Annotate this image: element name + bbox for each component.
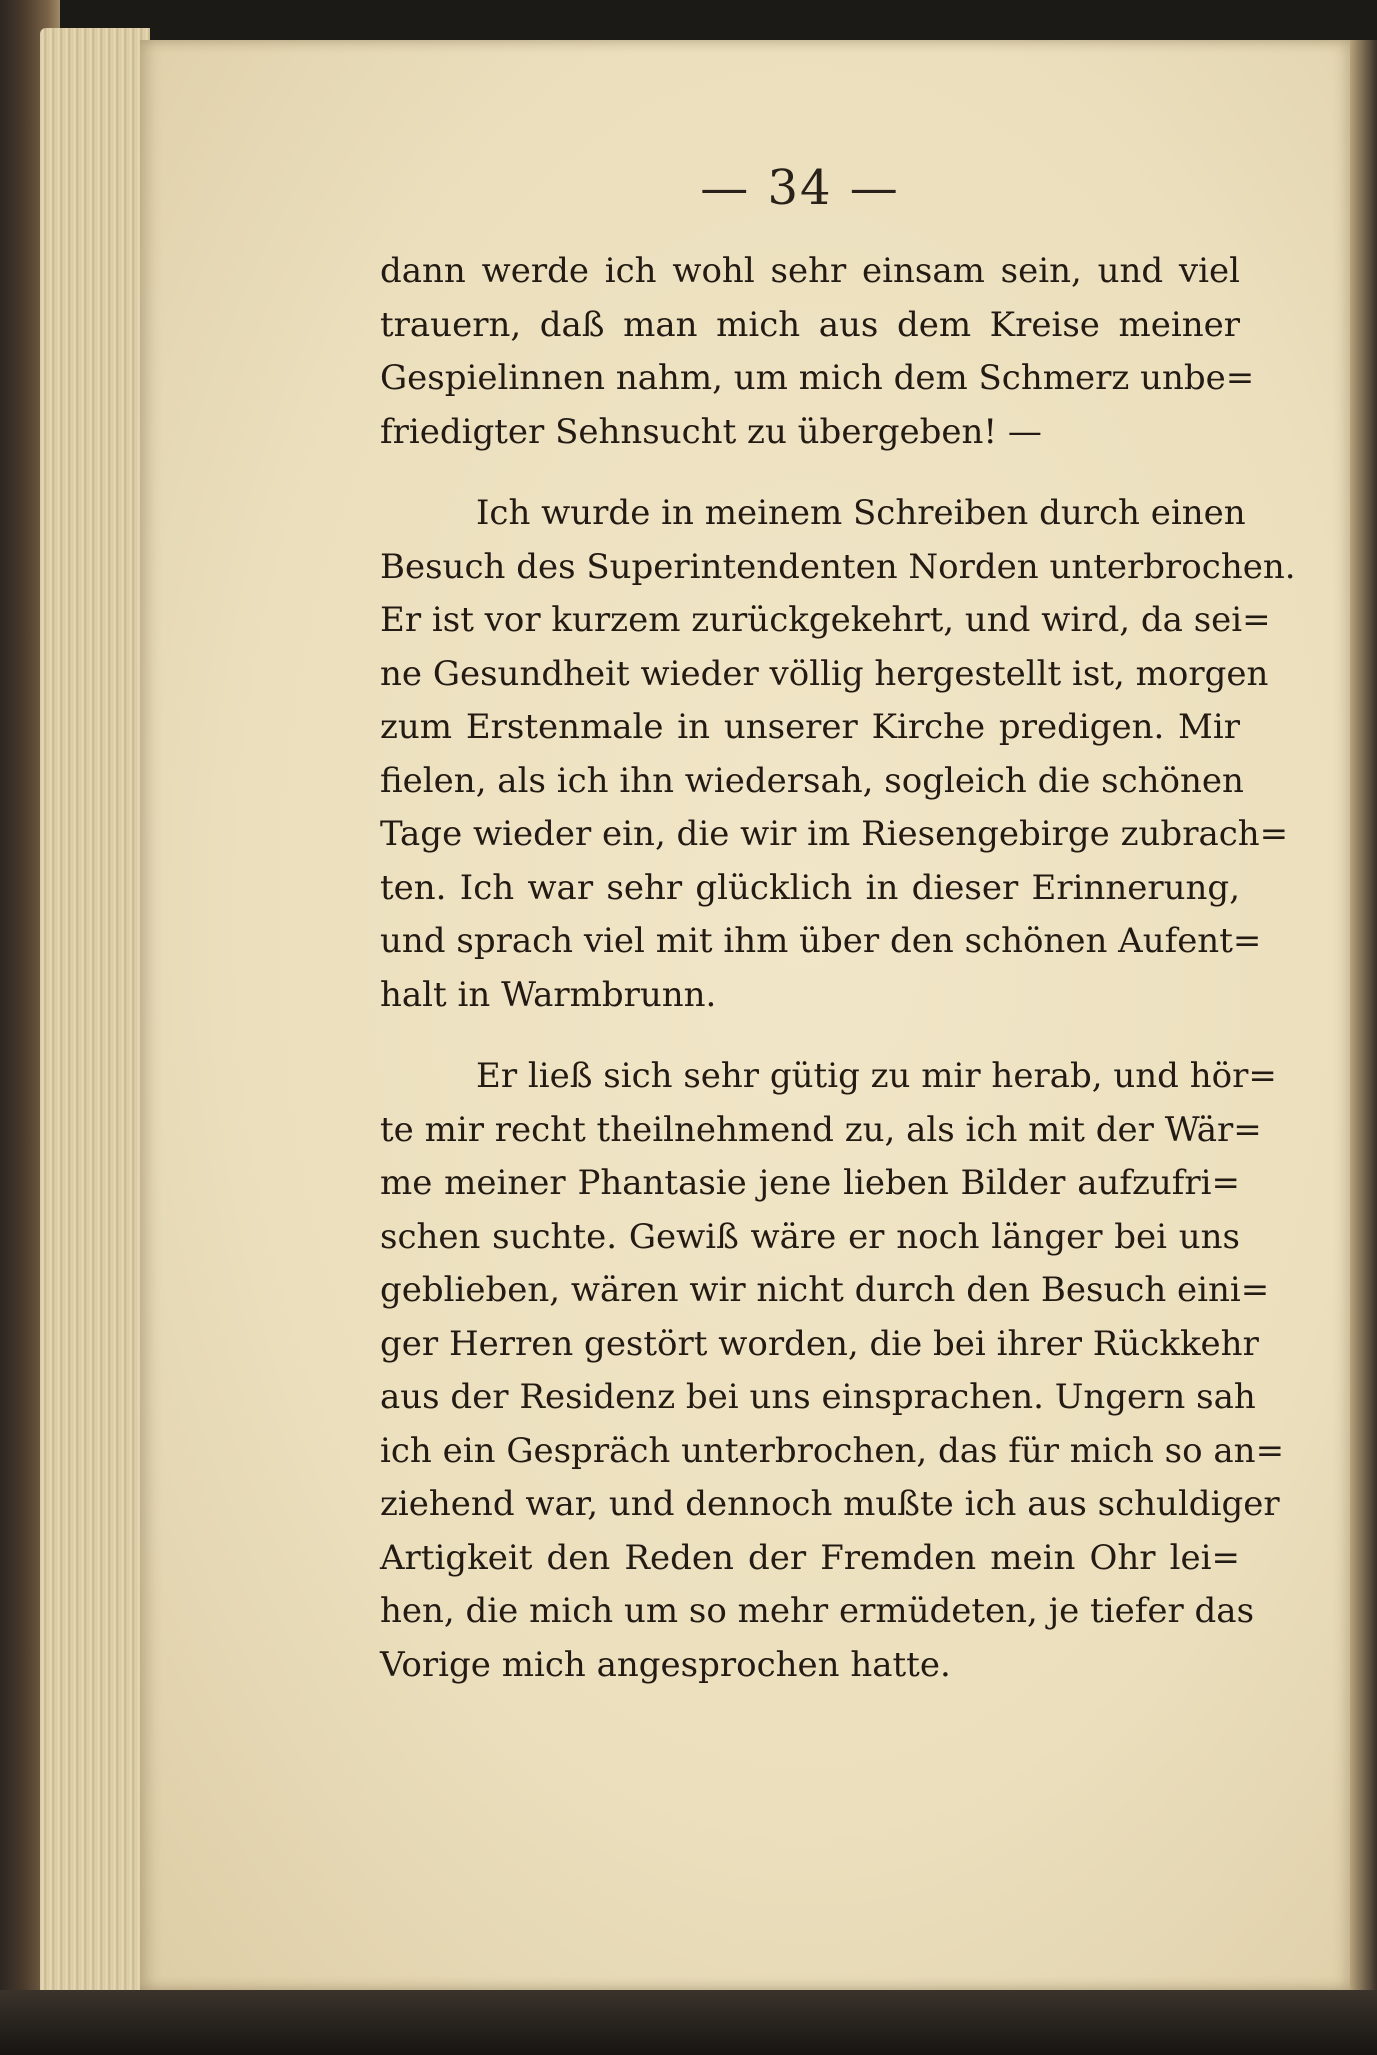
paragraph [380,487,1296,1022]
text-line: und sprach viel mit ihm über den schönen Aufent= [380,921,1262,961]
book-gutter [1350,40,1377,2000]
text-line: dann werde ich wohl sehr einsam sein, und viel [380,251,1240,291]
text-line: schen suchte. Gewiß wäre er noch länger bei uns [380,1216,1240,1257]
text-line: geblieben, wären wir nicht durch den Besuch eini= [380,1270,1270,1310]
text-line: Tage wieder ein, die wir im Riesengebirge zubrach= [380,814,1289,854]
text-line: Vorige mich angesprochen hatte. [380,1644,951,1685]
page-number: — 34 — [700,160,900,216]
text-line: aus der Residenz bei uns einsprachen. Ungern sah [380,1377,1256,1417]
text-line: Artigkeit den Reden der Fremden mein Ohr lei= [380,1537,1240,1578]
text-line: te mir recht theilnehmend zu, als ich mit der Wär= [380,1109,1262,1150]
text-line: Er ließ sich sehr gütig zu mir herab, und hör= [476,1056,1277,1096]
text-line: fielen, als ich ihn wiedersah, sogleich die schönen [380,760,1244,801]
text-line: trauern, daß man mich aus dem Kreise meiner [380,304,1240,345]
text-line: ger Herren gestört worden, die bei ihrer Rückkehr [380,1323,1259,1364]
text-line: halt in Warmbrunn. [380,974,717,1015]
text-line: ich ein Gespräch unterbrochen, das für mich so an= [380,1430,1285,1471]
text-line: zum Erstenmale in unserer Kirche predigen. Mir [380,707,1240,747]
paragraph [380,245,1255,459]
page-stack-edge [40,28,150,2018]
text-line: ziehend war, und dennoch mußte ich aus schuldiger [380,1484,1280,1524]
body-text [380,245,1296,1692]
text-line: friedigter Sehnsucht zu übergeben! — [380,411,1042,452]
text-line: Besuch des Superintendenten Norden unterbrochen. [380,546,1296,587]
text-line: Gespielinnen nahm, um mich dem Schmerz unbe= [380,358,1255,398]
paragraph [380,1050,1285,1692]
text-line: Ich wurde in meinem Schreiben durch einen [476,493,1246,533]
text-line: ten. Ich war sehr glücklich in dieser Erinnerung, [380,867,1240,908]
text-line: ne Gesundheit wieder völlig hergestellt ist, morgen [380,653,1269,694]
text-line: hen, die mich um so mehr ermüdeten, je tiefer das [380,1591,1255,1631]
text-line: Er ist vor kurzem zurückgekehrt, und wird, da sei= [380,600,1271,640]
text-line: me meiner Phantasie jene lieben Bilder aufzufri= [380,1163,1240,1203]
book-bottom-edge [0,1990,1377,2055]
